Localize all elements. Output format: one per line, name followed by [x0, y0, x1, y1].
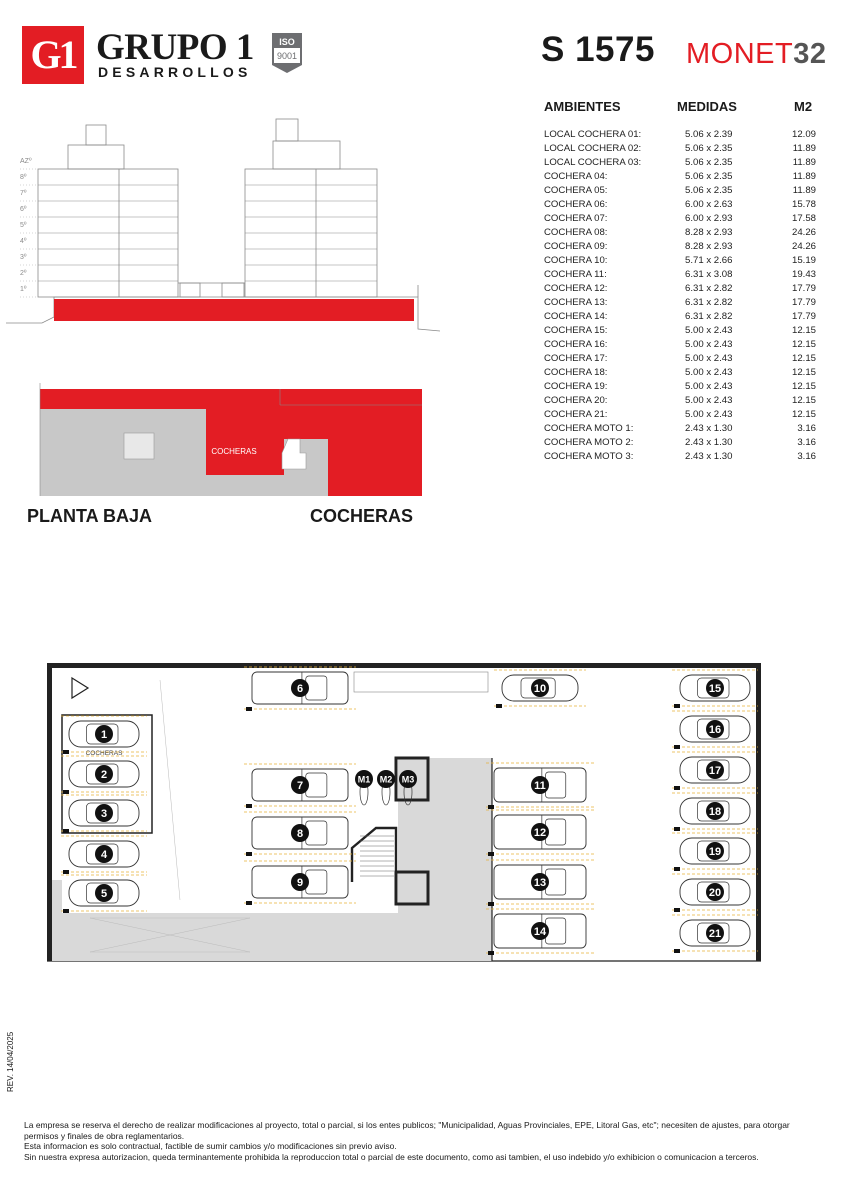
- parking-spot: [672, 833, 758, 871]
- parking-spot: [672, 670, 758, 708]
- parking-spot: [672, 752, 758, 790]
- parking-spot: [672, 874, 758, 912]
- floor-label: 5º: [20, 222, 27, 229]
- medidas-cell: 5.00 x 2.43: [685, 325, 733, 336]
- spot-number: 7: [296, 780, 304, 792]
- parking-spot: [486, 909, 594, 955]
- spot-number: 15: [708, 683, 722, 695]
- m2-cell: 12.15: [791, 395, 816, 406]
- floor-label: 1º: [20, 286, 27, 293]
- m2-cell: 19.43: [791, 269, 816, 280]
- m2-cell: 12.15: [791, 409, 816, 420]
- m2-cell: 3.16: [797, 451, 816, 462]
- medidas-cell: 6.31 x 2.82: [685, 297, 733, 308]
- moto-number: M3: [401, 774, 415, 785]
- medidas-cell: 5.06 x 2.35: [685, 157, 733, 168]
- ambiente-cell: COCHERA 21:: [544, 409, 608, 420]
- m2-cell: 3.16: [797, 423, 816, 434]
- spot-number: 14: [533, 926, 547, 938]
- project-name: [686, 38, 826, 70]
- ambiente-cell: COCHERA 05:: [544, 185, 608, 196]
- moto-spot: [377, 770, 395, 805]
- table-row: [544, 422, 816, 436]
- ambiente-cell: LOCAL COCHERA 03:: [544, 157, 642, 168]
- ambiente-cell: COCHERA 13:: [544, 297, 608, 308]
- iso-label: ISO: [279, 37, 295, 47]
- ambiente-cell: COCHERA 12:: [544, 283, 608, 294]
- medidas-cell: 6.00 x 2.63: [685, 199, 733, 210]
- ambiente-cell: COCHERA 16:: [544, 339, 608, 350]
- ambiente-cell: COCHERA 06:: [544, 199, 608, 210]
- ground-floor-key-plan: [30, 383, 430, 498]
- medidas-cell: 5.06 x 2.39: [685, 129, 733, 140]
- medidas-cell: 6.31 x 2.82: [685, 311, 733, 322]
- parking-spot: [61, 716, 147, 754]
- project-name-text: MONET: [686, 38, 794, 70]
- medidas-cell: 6.00 x 2.93: [685, 213, 733, 224]
- floor-label: 4º: [20, 238, 27, 245]
- table-row: [544, 226, 816, 240]
- medidas-cell: 5.00 x 2.43: [685, 339, 733, 350]
- ambiente-cell: COCHERA 15:: [544, 325, 608, 336]
- ambiente-cell: LOCAL COCHERA 01:: [544, 129, 642, 140]
- spot-number: 2: [100, 769, 108, 781]
- spot-number: 4: [100, 849, 108, 861]
- medidas-cell: 6.31 x 3.08: [685, 269, 733, 280]
- medidas-cell: 2.43 x 1.30: [685, 423, 733, 434]
- table-row: [544, 212, 816, 226]
- parking-spot: [244, 764, 356, 808]
- local-cocheras-label: COCHERAS: [85, 750, 123, 757]
- parking-floor-plan: [0, 650, 770, 970]
- parking-spot: [494, 670, 586, 708]
- m2-cell: 3.16: [797, 437, 816, 448]
- parking-spot: [486, 810, 594, 856]
- ambiente-cell: COCHERA 17:: [544, 353, 608, 364]
- m2-cell: 12.15: [791, 325, 816, 336]
- parking-spot: [672, 915, 758, 953]
- parking-spot: [244, 812, 356, 856]
- medidas-cell: 6.31 x 2.82: [685, 283, 733, 294]
- table-row: [544, 282, 816, 296]
- spot-number: 13: [533, 877, 547, 889]
- floor-label: 7º: [20, 190, 27, 197]
- spot-number: 5: [100, 888, 108, 900]
- m2-cell: 11.89: [792, 185, 816, 196]
- parking-spot: [486, 763, 594, 809]
- medidas-cell: 5.00 x 2.43: [685, 381, 733, 392]
- garage-level-highlight: [54, 299, 414, 321]
- ambiente-cell: COCHERA 07:: [544, 213, 608, 224]
- medidas-cell: 5.71 x 2.66: [685, 255, 733, 266]
- table-row: [544, 184, 816, 198]
- table-header-m2: M2: [794, 99, 813, 114]
- ambiente-cell: LOCAL COCHERA 02:: [544, 143, 642, 154]
- project-number: 32: [793, 38, 827, 70]
- table-row: [544, 296, 816, 310]
- m2-cell: 24.26: [791, 241, 816, 252]
- m2-cell: 24.26: [791, 227, 816, 238]
- medidas-cell: 2.43 x 1.30: [685, 451, 733, 462]
- m2-cell: 15.19: [791, 255, 816, 266]
- m2-cell: 11.89: [792, 157, 816, 168]
- m2-cell: 12.15: [791, 367, 816, 378]
- ambiente-cell: COCHERA MOTO 3:: [544, 451, 634, 462]
- spot-number: 8: [296, 828, 304, 840]
- table-row: [544, 394, 816, 408]
- medidas-cell: 5.06 x 2.35: [685, 171, 733, 182]
- caption-planta-baja: PLANTA BAJA: [27, 506, 152, 526]
- parking-spot: [244, 861, 356, 905]
- ambiente-cell: COCHERA 09:: [544, 241, 608, 252]
- medidas-cell: 5.00 x 2.43: [685, 395, 733, 406]
- floor-label: 8º: [20, 174, 27, 181]
- table-row: [544, 380, 816, 394]
- ambiente-cell: COCHERA 04:: [544, 171, 608, 182]
- ambiente-cell: COCHERA 11:: [544, 269, 607, 280]
- disclaimer: [24, 1120, 814, 1162]
- table-row: [544, 156, 816, 170]
- table-header-medidas: MEDIDAS: [677, 99, 737, 114]
- ambiente-cell: COCHERA 14:: [544, 311, 608, 322]
- entry-arrow-icon: [72, 678, 88, 698]
- medidas-cell: 8.28 x 2.93: [685, 227, 733, 238]
- table-row: [544, 408, 816, 422]
- floor-label: AZº: [20, 158, 32, 165]
- parking-spot: [61, 875, 147, 913]
- spot-number: 1: [100, 729, 108, 741]
- spot-number: 9: [296, 877, 304, 889]
- spot-number: 16: [708, 724, 722, 736]
- ambiente-cell: COCHERA 20:: [544, 395, 608, 406]
- iso-badge: [272, 33, 302, 73]
- property-code: S 1575: [541, 30, 655, 69]
- disclaimer-line-1: La empresa se reserva el derecho de realizar modificaciones al proyecto, total o parcial, si los entes publicos; "Municipalidad, Aguas Provinciales, EPE, Litoral Gas, etc"; necesiten de ajustes, para otorgar permisos y finales de obra reglamentarios.: [24, 1120, 790, 1141]
- table-row: [544, 450, 816, 464]
- ambiente-cell: COCHERA MOTO 2:: [544, 437, 634, 448]
- areas-table: [544, 128, 816, 464]
- table-row: [544, 128, 816, 142]
- moto-number: M2: [379, 774, 393, 785]
- brand-subtitle: DESARROLLOS: [98, 64, 252, 80]
- table-row: [544, 268, 816, 282]
- medidas-cell: 5.00 x 2.43: [685, 409, 733, 420]
- spot-number: 6: [296, 683, 304, 695]
- table-row: [544, 170, 816, 184]
- key-plan-zone-label: COCHERAS: [211, 447, 257, 456]
- medidas-cell: 5.06 x 2.35: [685, 143, 733, 154]
- parking-spot: [672, 711, 758, 749]
- m2-cell: 17.58: [791, 213, 816, 224]
- ambiente-cell: COCHERA MOTO 1:: [544, 423, 634, 434]
- spot-number: 11: [534, 780, 546, 792]
- spot-number: 21: [708, 928, 722, 940]
- parking-spot: [672, 793, 758, 831]
- m2-cell: 11.89: [792, 171, 816, 182]
- ambiente-cell: COCHERA 18:: [544, 367, 608, 378]
- medidas-cell: 8.28 x 2.93: [685, 241, 733, 252]
- spot-number: 18: [708, 806, 722, 818]
- parking-spot: [244, 667, 356, 711]
- m2-cell: 12.15: [791, 381, 816, 392]
- m2-cell: 17.79: [791, 297, 816, 308]
- floor-label: 6º: [20, 206, 27, 213]
- medidas-cell: 5.06 x 2.35: [685, 185, 733, 196]
- ambiente-cell: COCHERA 19:: [544, 381, 608, 392]
- m2-cell: 12.15: [791, 339, 816, 350]
- floor-label: 2º: [20, 270, 27, 277]
- medidas-cell: 5.00 x 2.43: [685, 367, 733, 378]
- spot-number: 10: [533, 683, 547, 695]
- table-row: [544, 338, 816, 352]
- spot-number: 20: [708, 887, 722, 899]
- parking-spot: [61, 836, 147, 874]
- g1-logo: G1: [22, 26, 84, 84]
- table-row: [544, 240, 816, 254]
- m2-cell: 17.79: [791, 283, 816, 294]
- disclaimer-line-2: Esta informacion es solo contractual, factible de sumir cambios y/o modificaciones sin previo aviso.: [24, 1141, 397, 1151]
- parking-spot: [61, 795, 147, 833]
- spot-number: 12: [533, 827, 547, 839]
- brand-name: GRUPO 1: [96, 27, 254, 68]
- table-row: [544, 310, 816, 324]
- m2-cell: 12.15: [791, 353, 816, 364]
- caption-cocheras: COCHERAS: [310, 506, 414, 526]
- table-row: [544, 436, 816, 450]
- spot-number: 19: [708, 846, 722, 858]
- m2-cell: 11.89: [792, 143, 816, 154]
- ambiente-cell: COCHERA 10:: [544, 255, 608, 266]
- m2-cell: 12.09: [791, 129, 816, 140]
- medidas-cell: 5.00 x 2.43: [685, 353, 733, 364]
- table-row: [544, 254, 816, 268]
- ambiente-cell: COCHERA 08:: [544, 227, 608, 238]
- revision-date: REV. 14/04/2025: [6, 1031, 15, 1092]
- moto-number: M1: [357, 774, 371, 785]
- table-row: [544, 198, 816, 212]
- table-header-ambientes: AMBIENTES: [544, 99, 621, 114]
- parking-spot: [61, 756, 147, 794]
- parking-spot: [486, 860, 594, 906]
- table-row: [544, 352, 816, 366]
- medidas-cell: 2.43 x 1.30: [685, 437, 733, 448]
- table-row: [544, 324, 816, 338]
- floor-label: 3º: [20, 254, 27, 261]
- moto-spot: [355, 770, 373, 805]
- table-row: [544, 142, 816, 156]
- disclaimer-line-3: Sin nuestra expresa autorizacion, queda terminantemente prohibida la reproduccion total o parcial de este documento, como asi tambien, el uso indebido y/o exhibicion o comunicacion a terceros.: [24, 1151, 759, 1162]
- m2-cell: 17.79: [791, 311, 816, 322]
- spot-number: 17: [708, 765, 722, 777]
- table-row: [544, 366, 816, 380]
- m2-cell: 15.78: [791, 199, 816, 210]
- iso-number: 9001: [276, 51, 298, 61]
- spot-number: 3: [100, 808, 108, 820]
- building-elevation: [0, 105, 440, 335]
